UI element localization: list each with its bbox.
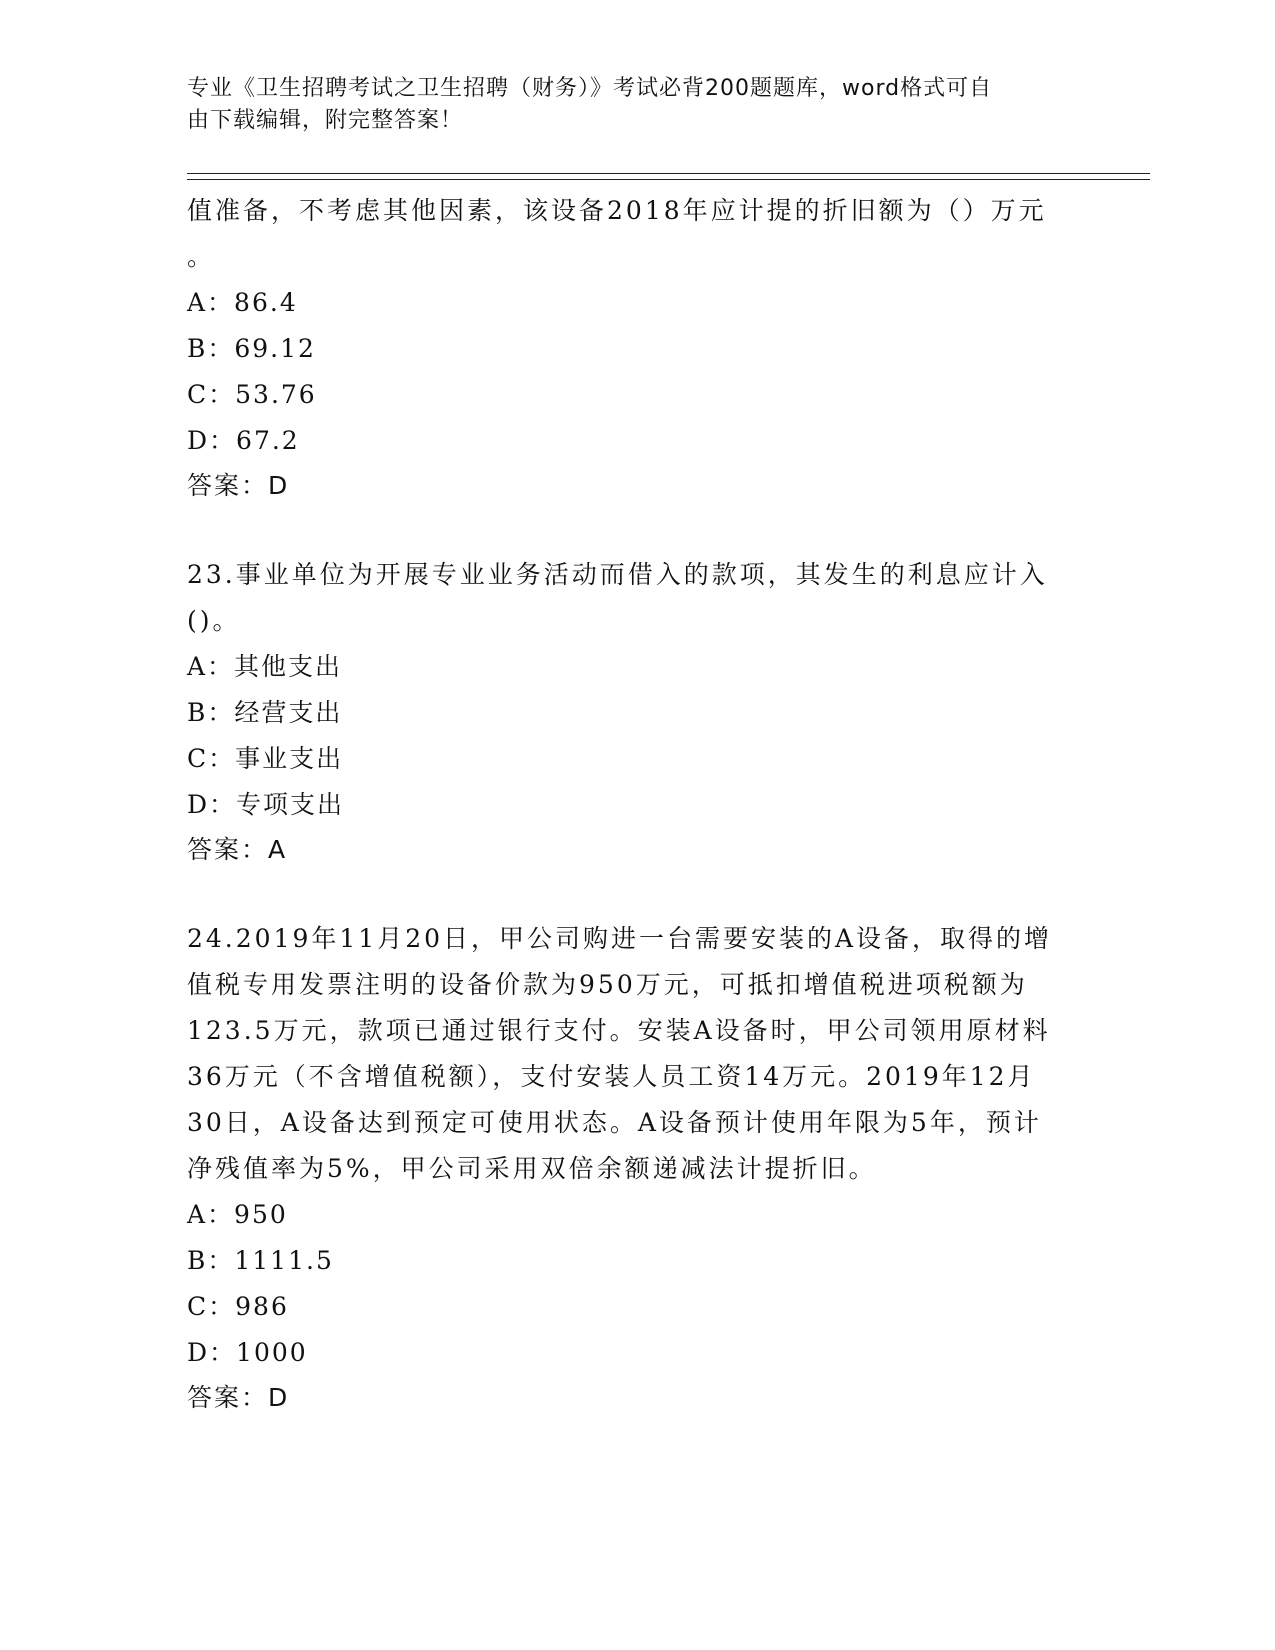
option-a: A：950 [187,1200,288,1229]
header-line-1: 专业《卫生招聘考试之卫生招聘（财务）》考试必背200题题库，word格式可自 [187,76,993,101]
question-text-line: 23.事业单位为开展专业业务活动而借入的款项，其发生的利息应计入 [187,560,1048,589]
option-d: D：专项支出 [187,790,345,819]
option-b: B：69.12 [187,334,316,363]
option-b: B：1111.5 [187,1246,334,1275]
question-text-line: 。 [187,242,216,271]
question-23 [187,552,1077,872]
question-22 [187,188,1077,508]
option-b: B：经营支出 [187,698,343,727]
document-body [187,188,1077,1420]
question-text-line: 净残值率为5%，甲公司采用双倍余额递减法计提折旧。 [187,1154,877,1183]
answer: 答案：D [187,471,290,500]
header-divider-bottom [187,179,1150,180]
option-c: C：53.76 [187,380,317,409]
question-text-line: 值准备，不考虑其他因素，该设备2018年应计提的折旧额为（）万元 [187,196,1047,225]
question-text-line: 24.2019年11月20日，甲公司购进一台需要安装的A设备，取得的增 [187,924,1053,953]
question-text-line: 36万元（不含增值税额），支付安装人员工资14万元。2019年12月 [187,1062,1036,1091]
document-header [187,73,1067,137]
question-text-line: ()。 [187,606,241,635]
option-d: D：1000 [187,1338,308,1367]
answer: 答案：D [187,1383,290,1412]
option-a: A：86.4 [187,288,298,317]
answer: 答案：A [187,835,288,864]
option-d: D：67.2 [187,426,300,455]
question-text-line: 值税专用发票注明的设备价款为950万元，可抵扣增值税进项税额为 [187,970,1028,999]
header-line-2: 由下载编辑，附完整答案！ [187,108,464,133]
option-c: C：986 [187,1292,289,1321]
question-text-line: 30日，A设备达到预定可使用状态。A设备预计使用年限为5年，预计 [187,1108,1042,1137]
question-24 [187,916,1077,1420]
header-divider-top [187,173,1150,174]
option-a: A：其他支出 [187,652,343,681]
option-c: C：事业支出 [187,744,344,773]
question-text-line: 123.5万元，款项已通过银行支付。安装A设备时，甲公司领用原材料 [187,1016,1051,1045]
